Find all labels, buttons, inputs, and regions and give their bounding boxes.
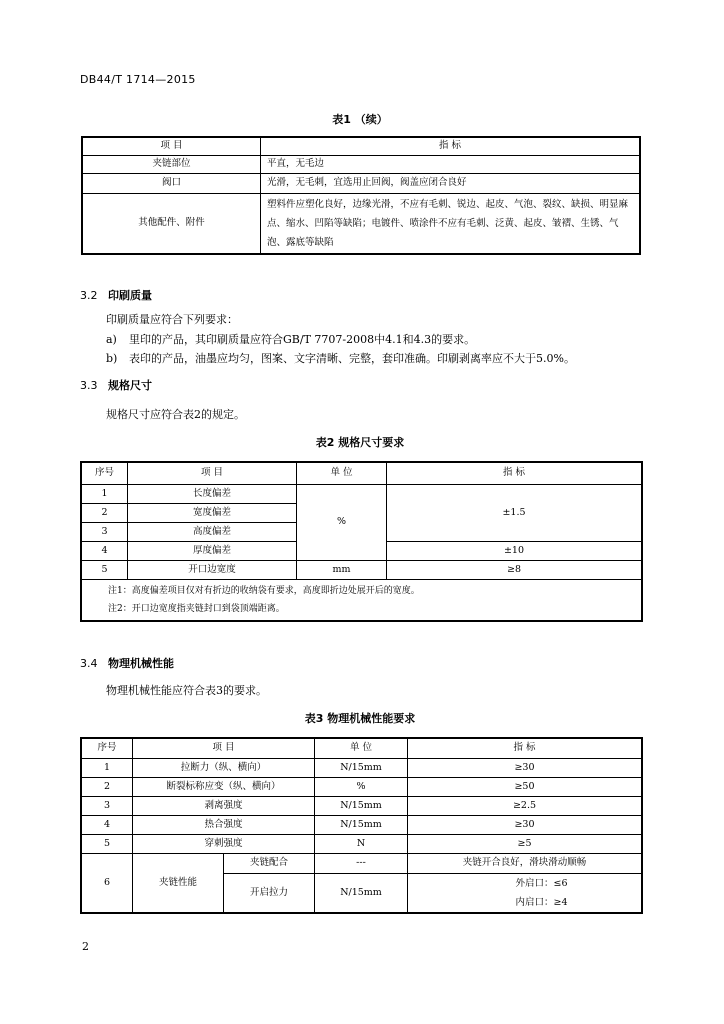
- table3-cell-spec: 外启口：≤6: [515, 877, 568, 889]
- table1-cell-spec: 塑料件应塑化良好，边缘光滑，不应有毛刺、锐边、起皮、气泡、裂纹、缺损、明显麻点、缩水、凹陷等缺陷；电镀件、喷涂件不应有毛刺、泛黄、起皮、皱褶、生锈、气泡、露底等缺陷: [261, 193, 641, 254]
- section-3-4-intro: 物理机械性能应符合表3的要求。: [106, 684, 267, 697]
- section-title: 物理机械性能: [108, 657, 174, 670]
- table3-cell-unit: %: [315, 777, 408, 796]
- table3-cell-no: 5: [81, 834, 133, 853]
- table2-cell-item: 宽度偏差: [128, 503, 297, 522]
- table3-cell-spec: ≥30: [408, 758, 643, 777]
- table2-cell-spec: ±1.5: [387, 484, 643, 541]
- list-item: [106, 350, 575, 366]
- table3-header-item: 项 目: [133, 738, 315, 758]
- table3-cell-unit: N/15mm: [315, 758, 408, 777]
- table2-cell-no: 3: [81, 522, 128, 541]
- table1-cell-item: 阀口: [82, 173, 261, 193]
- table3-cell-spec: 夹链开合良好，滑块滑动顺畅: [408, 853, 643, 873]
- table3-cell-no: 4: [81, 815, 133, 834]
- table3-header-no: 序号: [81, 738, 133, 758]
- table-row: [82, 155, 640, 173]
- table3-cell-no: 1: [81, 758, 133, 777]
- document-code: DB44/T 1714—2015: [80, 73, 196, 86]
- table3-cell-spec: ≥2.5: [408, 796, 643, 815]
- table3-cell-unit: N/15mm: [315, 796, 408, 815]
- table2-header-no: 序号: [81, 462, 128, 484]
- table2-cell-no: 1: [81, 484, 128, 503]
- section-title: 规格尺寸: [108, 379, 152, 392]
- table3-cell-spec: 内启口：≥4: [515, 896, 568, 908]
- page-number: 2: [82, 940, 89, 953]
- section-3-3-heading: [80, 377, 152, 393]
- table-row: [81, 815, 642, 834]
- table2-cell-no: 5: [81, 560, 128, 579]
- table2-cell-item: 开口边宽度: [128, 560, 297, 579]
- section-3-3-intro: 规格尺寸应符合表2的规定。: [106, 408, 245, 421]
- table2-cell-no: 2: [81, 503, 128, 522]
- table2-cell-item: 长度偏差: [128, 484, 297, 503]
- table3-cell-spec: ≥30: [408, 815, 643, 834]
- table1-header-spec: 指 标: [261, 137, 641, 155]
- table2-header-unit: 单 位: [297, 462, 387, 484]
- table3-header-unit: 单 位: [315, 738, 408, 758]
- table3-cell-item: 热合强度: [133, 815, 315, 834]
- table-row: [81, 853, 642, 873]
- list-item: [106, 331, 475, 347]
- list-marker: b): [106, 352, 118, 365]
- section-number: 3.4: [80, 657, 98, 670]
- table1-caption: 表1 （续）: [332, 113, 388, 126]
- list-text: 里印的产品，其印刷质量应符合GB/T 7707-2008中4.1和4.3的要求。: [129, 333, 476, 346]
- table1: [81, 136, 641, 255]
- table2-cell-item: 厚度偏差: [128, 541, 297, 560]
- table2-cell-spec: ±10: [387, 541, 643, 560]
- section-3-4-heading: [80, 655, 174, 671]
- table-row: [81, 560, 642, 579]
- table3-cell-item: 断裂标称应变（纵、横向）: [133, 777, 315, 796]
- table3-cell-unit: ---: [315, 853, 408, 873]
- table-row: [82, 173, 640, 193]
- table3-cell-item: 拉断力（纵、横向）: [133, 758, 315, 777]
- table3-header-spec: 指 标: [408, 738, 643, 758]
- table3-cell-no: 3: [81, 796, 133, 815]
- table3-cell-item: 穿刺强度: [133, 834, 315, 853]
- table-row: [81, 796, 642, 815]
- table2-cell-no: 4: [81, 541, 128, 560]
- table3-cell-item: 剥离强度: [133, 796, 315, 815]
- table2-cell-spec: ≥8: [387, 560, 643, 579]
- table3-cell-subitem: 开启拉力: [224, 873, 315, 913]
- table1-cell-spec: 平直，无毛边: [261, 155, 641, 173]
- table-notes-row: [81, 579, 642, 621]
- section-title: 印刷质量: [108, 289, 152, 302]
- table3-cell-unit: N/15mm: [315, 873, 408, 913]
- list-text: 表印的产品，油墨应均匀，图案、文字清晰、完整，套印准确。印刷剥离率应不大于5.0%。: [129, 352, 575, 365]
- table2-header-spec: 指 标: [387, 462, 643, 484]
- list-marker: a): [106, 333, 117, 346]
- table-row: [81, 758, 642, 777]
- table1-cell-item: 夹链部位: [82, 155, 261, 173]
- table2: [80, 461, 643, 622]
- table1-cell-item: 其他配件、附件: [82, 193, 261, 254]
- table3-cell-spec: ≥50: [408, 777, 643, 796]
- table2-cell-unit: %: [297, 484, 387, 560]
- table-row: [81, 834, 642, 853]
- table-note: 注2：开口边宽度指夹链封口到袋顶端距离。: [108, 603, 285, 614]
- table2-caption: 表2 规格尺寸要求: [315, 436, 405, 449]
- table-row: [82, 193, 640, 254]
- table2-cell-unit: mm: [297, 560, 387, 579]
- table2-cell-item: 高度偏差: [128, 522, 297, 541]
- table3-cell-spec: ≥5: [408, 834, 643, 853]
- table3-cell-no: 6: [81, 853, 133, 913]
- table-note: 注1：高度偏差项目仅对有折边的收纳袋有要求，高度即折边处展开后的宽度。: [108, 585, 420, 596]
- table3-cell-item: 夹链性能: [133, 853, 224, 913]
- table3-cell-unit: N/15mm: [315, 815, 408, 834]
- table1-cell-spec: 光滑，无毛刺，宜选用止回阀，阀盖应闭合良好: [261, 173, 641, 193]
- table3-cell-unit: N: [315, 834, 408, 853]
- table3-cell-subitem: 夹链配合: [224, 853, 315, 873]
- section-number: 3.2: [80, 289, 98, 302]
- table-row: [81, 484, 642, 503]
- section-3-2-heading: [80, 287, 152, 303]
- table1-header-item: 项 目: [82, 137, 261, 155]
- table3: [80, 737, 643, 914]
- table2-header-item: 项 目: [128, 462, 297, 484]
- section-3-2-intro: 印刷质量应符合下列要求：: [106, 313, 238, 326]
- section-number: 3.3: [80, 379, 98, 392]
- table3-cell-no: 2: [81, 777, 133, 796]
- table-row: [81, 777, 642, 796]
- table3-caption: 表3 物理机械性能要求: [304, 712, 416, 725]
